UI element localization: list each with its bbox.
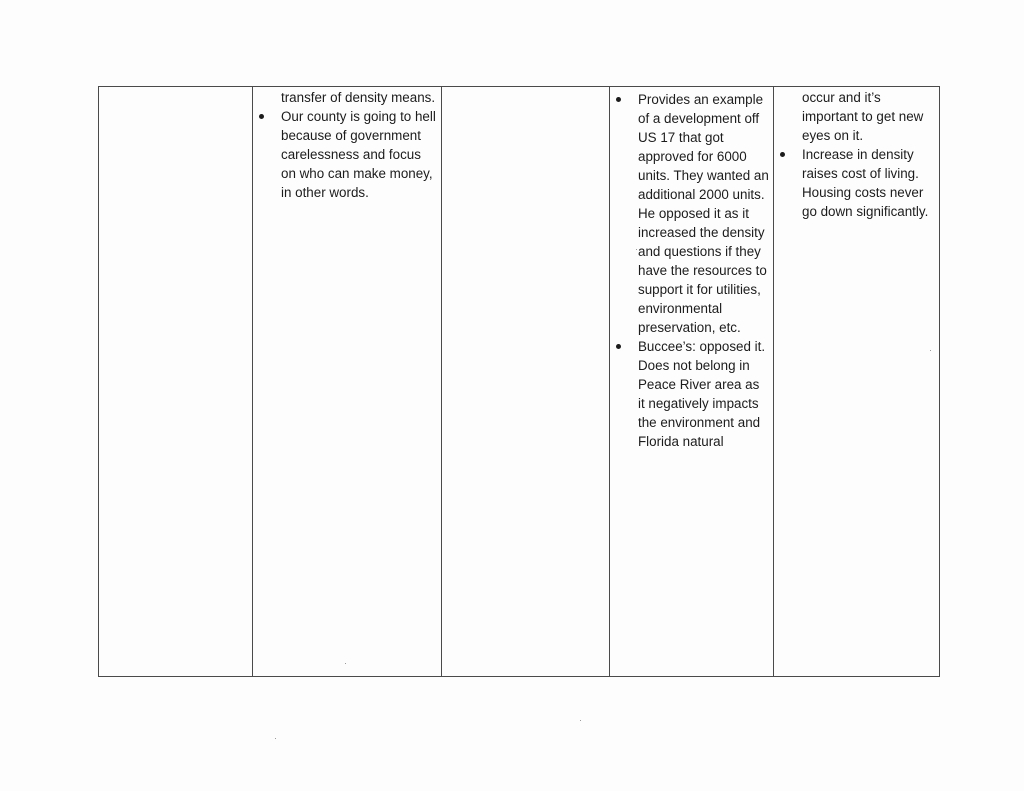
bullet-list	[638, 90, 769, 451]
table-cell-1	[99, 87, 253, 677]
bullet-icon	[616, 344, 621, 349]
list-item-text: Buccee’s: opposed it. Does not belong in Peace River area as it negatively impacts the environment and Florida natural	[638, 339, 766, 449]
list-item-text: Our county is going to hell because of government carelessness and focus on who can make money, in other words.	[281, 109, 436, 200]
table-row	[99, 87, 940, 677]
list-item	[638, 337, 769, 451]
list-item	[638, 90, 769, 337]
table-cell-3	[442, 87, 610, 677]
list-item-text: Provides an example of a development off US 17 that got approved for 6000 units. They wanted an additional 2000 units. He opposed it as it increased the density and questions if they have the resources to support it for utilities, environmental preservation, etc.	[638, 92, 769, 335]
table-cell-4	[610, 87, 774, 677]
scan-speck	[345, 663, 346, 664]
bullet-list	[802, 145, 933, 221]
notes-table	[98, 86, 940, 677]
bullet-icon	[780, 152, 785, 157]
scan-speck	[930, 350, 931, 351]
continuation-text: occur and it’s important to get new eyes on it.	[802, 90, 924, 143]
scan-speck	[580, 720, 581, 721]
list-item-text: Increase in density raises cost of living. Housing costs never go down significantly.	[802, 147, 929, 219]
continuation-text: transfer of density means.	[281, 90, 436, 105]
bullet-list	[281, 107, 437, 202]
scan-speck	[275, 738, 276, 739]
bullet-icon	[616, 97, 621, 102]
table-cell-2	[253, 87, 442, 677]
list-item	[281, 107, 437, 202]
table-cell-5	[774, 87, 940, 677]
scan-speck	[636, 249, 637, 250]
list-item	[802, 145, 933, 221]
bullet-icon	[259, 114, 264, 119]
